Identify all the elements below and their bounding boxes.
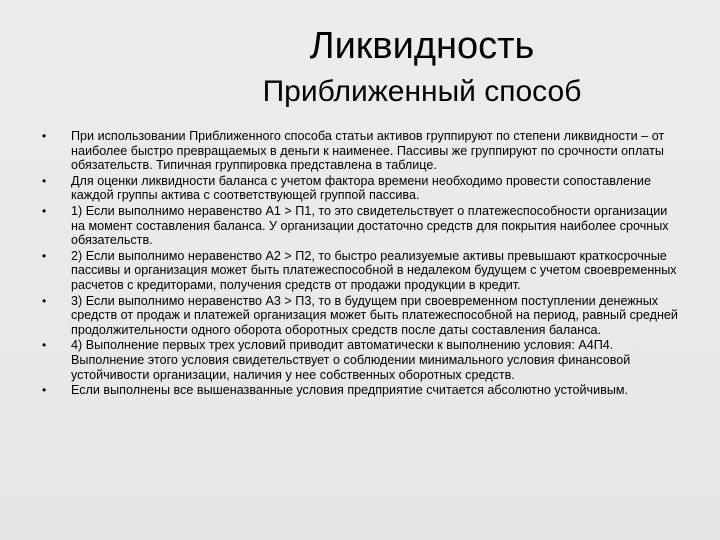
bullet-text: Если выполнены все вышеназванные условия предприятие считается абсолютно устойчивым. (71, 383, 629, 398)
bullet-item (42, 338, 682, 382)
bullet-icon: • (42, 383, 47, 398)
slide-title: Ликвидность (309, 25, 535, 67)
bullet-icon: • (42, 173, 47, 188)
bullet-text: 3) Если выполнимо неравенство А3 > П3, то в будущем при своевременном поступлении денежных средств от продаж и платежей организация может быть платежеспособной на период, равный средней продолжительности одного оборота оборотных средств после даты составления баланса. (71, 293, 678, 337)
bullet-icon: • (42, 338, 47, 353)
bullet-item (42, 383, 682, 398)
slide-subtitle: Приближенный способ (262, 75, 582, 108)
bullet-icon: • (42, 248, 47, 263)
bullet-item (42, 204, 682, 248)
bullet-icon: • (42, 129, 47, 143)
bullet-icon: • (42, 203, 47, 218)
bullet-text: Для оценки ликвидности баланса с учетом фактора времени необходимо провести сопоставление каждой группы актива с соответствующей группой пассива. (71, 173, 651, 203)
bullet-icon: • (42, 293, 47, 308)
bullet-item (42, 249, 682, 293)
bullet-text: 1) Если выполнимо неравенство А1 > П1, то это свидетельствует о платежеспособности организации на момент составления баланса. У организации достаточно средств для покрытия наиболее срочных обязательств. (71, 203, 669, 248)
bullet-text: 2) Если выполнимо неравенство А2 > П2, то быстро реализуемые активы превышают краткосрочные пассивы и организация может быть платежеспособной в недалеком будущем с учетом своевременных расчетов с кредиторами, получения средств от продажи продукции в кредит. (71, 248, 677, 292)
bullet-item (42, 174, 682, 203)
bullet-item (42, 129, 682, 173)
bullet-text: 4) Выполнение первых трех условий приводит автоматически к выполнению условия: А4П4. Выполнение этого условия свидетельствует о соблюдении минимального условия финансовой устойчивости организации, наличия у нее собственных оборотных средств. (71, 338, 631, 382)
bullet-text: При использовании Приближенного способа статьи активов группируют по степени ликвидности – от наиболее быстро превращаемых в деньги к наименее. Пассивы же группируют по срочности оплаты обязательств. Типичная группировка представлена в таблице. (71, 129, 665, 173)
bullet-list (42, 129, 682, 399)
bullet-item (42, 294, 682, 338)
